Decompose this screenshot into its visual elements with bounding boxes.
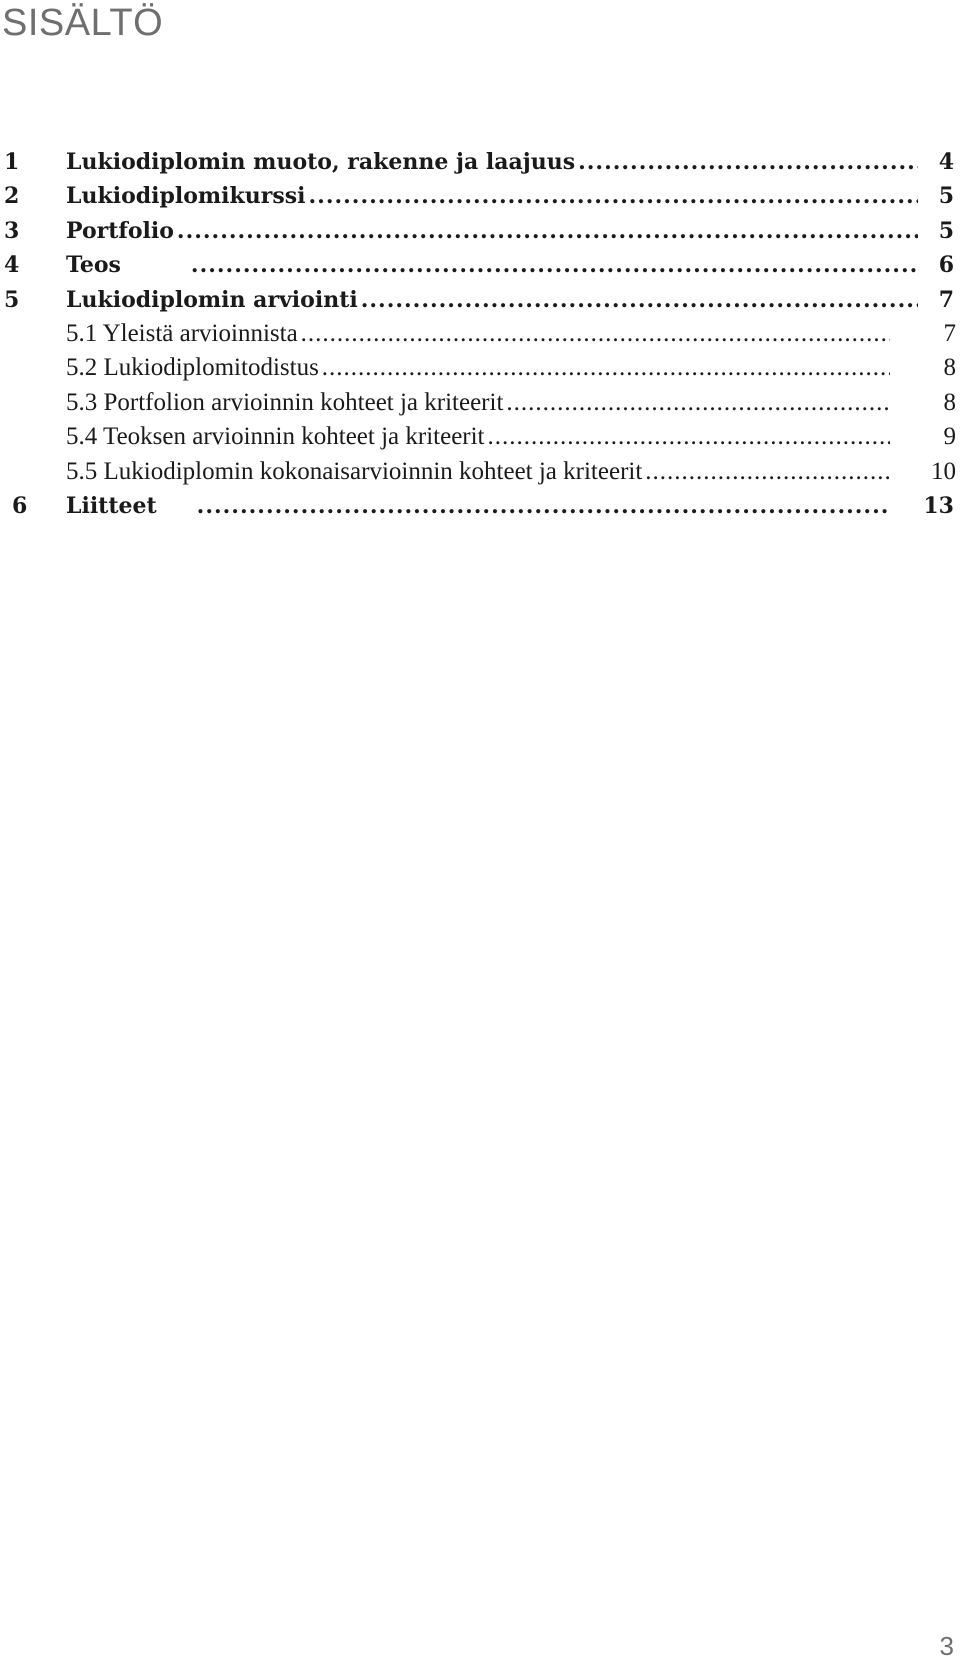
dot-leader bbox=[197, 489, 890, 523]
toc-entry-page: 8 bbox=[943, 354, 956, 382]
toc-entry-5-4[interactable] bbox=[0, 420, 960, 454]
toc-entry-title: Teos bbox=[66, 252, 121, 279]
toc-entry-page: 6 bbox=[938, 252, 954, 279]
toc-entry-page: 5 bbox=[938, 183, 954, 210]
toc-entry-title: Liitteet bbox=[66, 492, 157, 519]
dot-leader bbox=[361, 283, 918, 317]
toc-entry-page: 7 bbox=[943, 319, 956, 347]
toc-entry-number: 6 bbox=[12, 492, 28, 519]
toc-entry-page: 7 bbox=[938, 286, 954, 313]
toc-entry-title: 5.5 Lukiodiplomin kokonaisarvioinnin kohteet ja kriteerit bbox=[66, 457, 643, 485]
toc-entry-2[interactable] bbox=[0, 179, 960, 213]
table-of-contents bbox=[0, 145, 960, 523]
page-number: 3 bbox=[939, 1631, 954, 1661]
dot-leader bbox=[322, 351, 890, 385]
toc-entry-5-5[interactable] bbox=[0, 455, 960, 489]
toc-entry-5[interactable] bbox=[0, 283, 960, 317]
toc-entry-title: Lukiodiplomin arviointi bbox=[66, 286, 358, 313]
dot-leader bbox=[191, 248, 918, 282]
toc-entry-1[interactable] bbox=[0, 145, 960, 179]
toc-entry-title: 5.4 Teoksen arvioinnin kohteet ja kriteerit bbox=[66, 423, 485, 451]
toc-entry-5-3[interactable] bbox=[0, 386, 960, 420]
toc-entry-number: 4 bbox=[4, 252, 20, 279]
toc-entry-title: Lukiodiplomikurssi bbox=[66, 183, 306, 210]
toc-entry-title: Portfolio bbox=[66, 217, 174, 244]
dot-leader bbox=[301, 317, 890, 351]
toc-entry-page: 10 bbox=[931, 457, 956, 485]
dot-leader bbox=[309, 179, 919, 213]
toc-entry-title: 5.2 Lukiodiplomitodistus bbox=[66, 354, 319, 382]
toc-entry-5-2[interactable] bbox=[0, 351, 960, 385]
toc-entry-3[interactable] bbox=[0, 214, 960, 248]
toc-entry-title: 5.1 Yleistä arvioinnista bbox=[66, 319, 298, 347]
toc-entry-page: 5 bbox=[938, 217, 954, 244]
toc-entry-page: 8 bbox=[943, 388, 956, 416]
dot-leader bbox=[488, 420, 890, 454]
toc-entry-number: 3 bbox=[4, 217, 20, 244]
toc-entry-title: 5.3 Portfolion arvioinnin kohteet ja kriteerit bbox=[66, 388, 504, 416]
toc-entry-number: 5 bbox=[4, 286, 20, 313]
toc-entry-page: 9 bbox=[943, 423, 956, 451]
dot-leader bbox=[177, 214, 918, 248]
page-title: SISÄLTÖ bbox=[2, 2, 164, 44]
dot-leader bbox=[645, 455, 890, 489]
toc-entry-4[interactable] bbox=[0, 248, 960, 282]
toc-entry-5-1[interactable] bbox=[0, 317, 960, 351]
toc-entry-number: 1 bbox=[4, 149, 20, 175]
toc-entry-6[interactable] bbox=[0, 489, 960, 523]
toc-entry-page: 4 bbox=[938, 149, 954, 175]
toc-entry-page: 13 bbox=[923, 492, 954, 519]
dot-leader bbox=[578, 145, 918, 179]
toc-entry-title: Lukiodiplomin muoto, rakenne ja laajuus bbox=[66, 149, 576, 175]
dot-leader bbox=[506, 386, 890, 420]
toc-entry-number: 2 bbox=[4, 183, 20, 210]
